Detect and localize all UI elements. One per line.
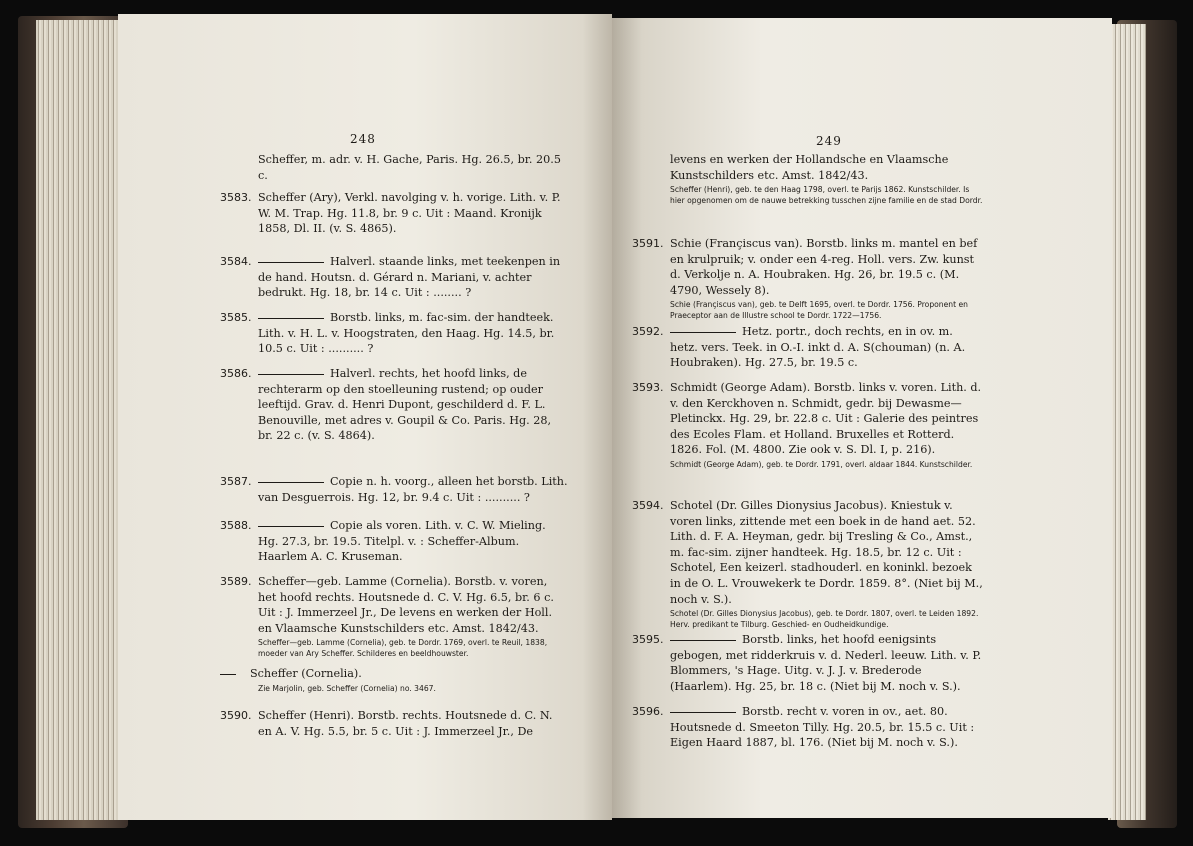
entry-text: Schotel (Dr. Gilles Dionysius Jacobus). Kniestuk v. voren links, zittende met een boek in de hand aet. 52. Lith. d. F. A. Heyman, gedr. bij Tresling & Co., Amst., m. fac-sim. zijner handteek. Hg. 18.5, br. 12 c. Uit : Schotel, Een keizerl. stadhouderl. en koninkl. bezoek in de O. L. Vrouwekerk te Dordr. 1859. 8°. (Niet bij M., noch v. S.). xyxy=(670,499,983,606)
list-item xyxy=(632,704,984,751)
list-item xyxy=(220,366,568,444)
entry-number: 3583. xyxy=(220,191,252,204)
entry-number: 3595. xyxy=(632,633,664,646)
right-page xyxy=(612,18,1112,818)
entry-text: Schie (Françiscus van). Borstb. links m. mantel en bef en krulpruik; v. onder een 4-reg. Holl. vers. Zw. kunst d. Verkolje n. A. Houbraken. Hg. 26, br. 19.5 c. (M. 4790, Wessely 8). xyxy=(670,237,978,297)
list-item xyxy=(632,236,984,321)
entry-biography: Scheffer (Henri), geb. te den Haag 1798, overl. te Parijs 1862. Kunstschilder. Is hier opgenomen om de nauwe betrekking tusschen zijne familie en de stad Dordr. xyxy=(670,185,983,205)
entry-number: 3585. xyxy=(220,311,252,324)
entry-text: Borstb. recht v. voren in ov., aet. 80. Houtsnede d. Smeeton Tilly. Hg. 20.5, br. 15.5 c. Uit : Eigen Haard 1887, bl. 176. (Niet bij M. noch v. S.). xyxy=(670,705,975,750)
entry-number: 3594. xyxy=(632,499,664,512)
entry-biography: Scheffer—geb. Lamme (Cornelia), geb. te Dordr. 1769, overl. te Reuil, 1838, moeder van Ary Scheffer. Schilderes en beeldhouwster. xyxy=(258,638,548,658)
entry-text: Borstb. links, m. fac-sim. der handteek. Lith. v. H. L. v. Hoogstraten, den Haag. Hg. 14.5, br. 10.5 c. Uit : .......... ? xyxy=(258,311,555,356)
ditto-dash xyxy=(258,526,324,527)
list-item xyxy=(258,152,568,183)
entry-number: 3586. xyxy=(220,367,252,380)
page-number: 249 xyxy=(816,134,842,148)
list-item xyxy=(220,190,568,237)
entry-number: 3593. xyxy=(632,381,664,394)
list-item xyxy=(632,498,984,630)
entry-text: Scheffer—geb. Lamme (Cornelia). Borstb. v. voren, het hoofd rechts. Houtsnede d. C. V. Hg. 6.5, br. 6 c. Uit : J. Immerzeel Jr., De levens en werken der Holl. en Vlaamsche Kunstschilders etc. Amst. 1842/43. xyxy=(258,575,554,635)
ditto-dash xyxy=(258,262,324,263)
entry-number: 3589. xyxy=(220,575,252,588)
entry-biography: Zie Marjolin, geb. Scheffer (Cornelia) no. 3467. xyxy=(258,683,436,693)
entry-biography: Schmidt (George Adam), geb. te Dordr. 1791, overl. aldaar 1844. Kunstschilder. xyxy=(670,459,973,469)
entry-biography: Schie (Françiscus van), geb. te Delft 1695, overl. te Dordr. 1756. Proponent en Praeceptor aan de Illustre school te Dordr. 1722—1756. xyxy=(670,300,968,320)
entry-number: 3587. xyxy=(220,475,252,488)
list-item xyxy=(220,708,568,739)
page-number: 248 xyxy=(350,132,376,146)
entry-text: Schmidt (George Adam). Borstb. links v. voren. Lith. d. v. den Kerckhoven n. Schmidt, gedr. bij Dewasme—Pletinckx. Hg. 29, br. 22.8 c. Uit : Galerie des peintres des Ecoles Flam. et Holland. Bruxelles et Rotterd. 1826. Fol. (M. 4800. Zie ook v. S. Dl. I, p. 216). xyxy=(670,381,982,457)
entry-number: 3584. xyxy=(220,255,252,268)
entry-text: Halverl. staande links, met teekenpen in de hand. Houtsn. d. Gérard n. Mariani, v. achter bedrukt. Hg. 18, br. 14 c. Uit : ........ ? xyxy=(258,255,561,300)
entry-number: 3591. xyxy=(632,237,664,250)
ditto-dash xyxy=(258,318,324,319)
entry-text: Borstb. links, het hoofd eenigsints gebogen, met ridderkruis v. d. Nederl. leeuw. Lith. v. P. Blommers, 's Hage. Uitg. v. J. J. v. Brederode (Haarlem). Hg. 25, br. 18 c. (Niet bij M. noch v. S.). xyxy=(670,633,982,693)
entry-text: levens en werken der Hollandsche en Vlaamsche Kunstschilders etc. Amst. 1842/43. xyxy=(670,153,949,182)
list-item xyxy=(250,666,568,694)
list-item xyxy=(632,632,984,694)
list-item xyxy=(220,574,568,659)
list-item xyxy=(632,324,984,371)
entry-text: Scheffer, m. adr. v. H. Gache, Paris. Hg. 26.5, br. 20.5 c. xyxy=(258,153,561,182)
entry-text: Scheffer (Cornelia). xyxy=(250,667,362,680)
page-edges-left xyxy=(36,20,126,820)
ditto-dash xyxy=(670,712,736,713)
ditto-dash xyxy=(670,640,736,641)
entry-biography: Schotel (Dr. Gilles Dionysius Jacobus), geb. te Dordr. 1807, overl. te Leiden 1892. Herv. predikant te Tilburg. Geschied- en Oudheidkundige. xyxy=(670,609,979,629)
list-item xyxy=(220,254,568,301)
entry-text: Halverl. rechts, het hoofd links, de rechterarm op den stoelleuning rustend; op ouder leeftijd. Grav. d. Henri Dupont, geschilderd d. F. L. Benouville, met adres v. Goupil & Co. Paris. Hg. 28, br. 22 c. (v. S. 4864). xyxy=(258,367,552,443)
ditto-dash xyxy=(258,482,324,483)
entry-text: Copie als voren. Lith. v. C. W. Mieling. Hg. 27.3, br. 19.5. Titelpl. v. : Scheffer-Album. Haarlem A. C. Kruseman. xyxy=(258,519,546,564)
list-item xyxy=(220,310,568,357)
entry-text: Scheffer (Ary), Verkl. navolging v. h. vorige. Lith. v. P. W. M. Trap. Hg. 11.8, br. 9 c. Uit : Maand. Kronijk 1858, Dl. II. (v. S. 4865). xyxy=(258,191,561,236)
ditto-dash xyxy=(220,674,236,675)
entry-number: 3590. xyxy=(220,709,252,722)
ditto-dash xyxy=(258,374,324,375)
list-item xyxy=(670,152,984,206)
list-item xyxy=(220,474,568,505)
left-page xyxy=(118,14,612,820)
list-item xyxy=(632,380,984,470)
entry-number: 3588. xyxy=(220,519,252,532)
entry-text: Scheffer (Henri). Borstb. rechts. Houtsnede d. C. N. en A. V. Hg. 5.5, br. 5 c. Uit : J. Immerzeel Jr., De xyxy=(258,709,553,738)
page-edges-right xyxy=(1108,24,1146,820)
ditto-dash xyxy=(670,332,736,333)
entry-text: Hetz. portr., doch rechts, en in ov. m. hetz. vers. Teek. in O.-I. inkt d. A. S(chouman) (n. A. Houbraken). Hg. 27.5, br. 19.5 c. xyxy=(670,325,966,370)
entry-number: 3596. xyxy=(632,705,664,718)
entry-number: 3592. xyxy=(632,325,664,338)
list-item xyxy=(220,518,568,565)
entry-text: Copie n. h. voorg., alleen het borstb. Lith. van Desguerrois. Hg. 12, br. 9.4 c. Uit : .......... ? xyxy=(258,475,568,504)
